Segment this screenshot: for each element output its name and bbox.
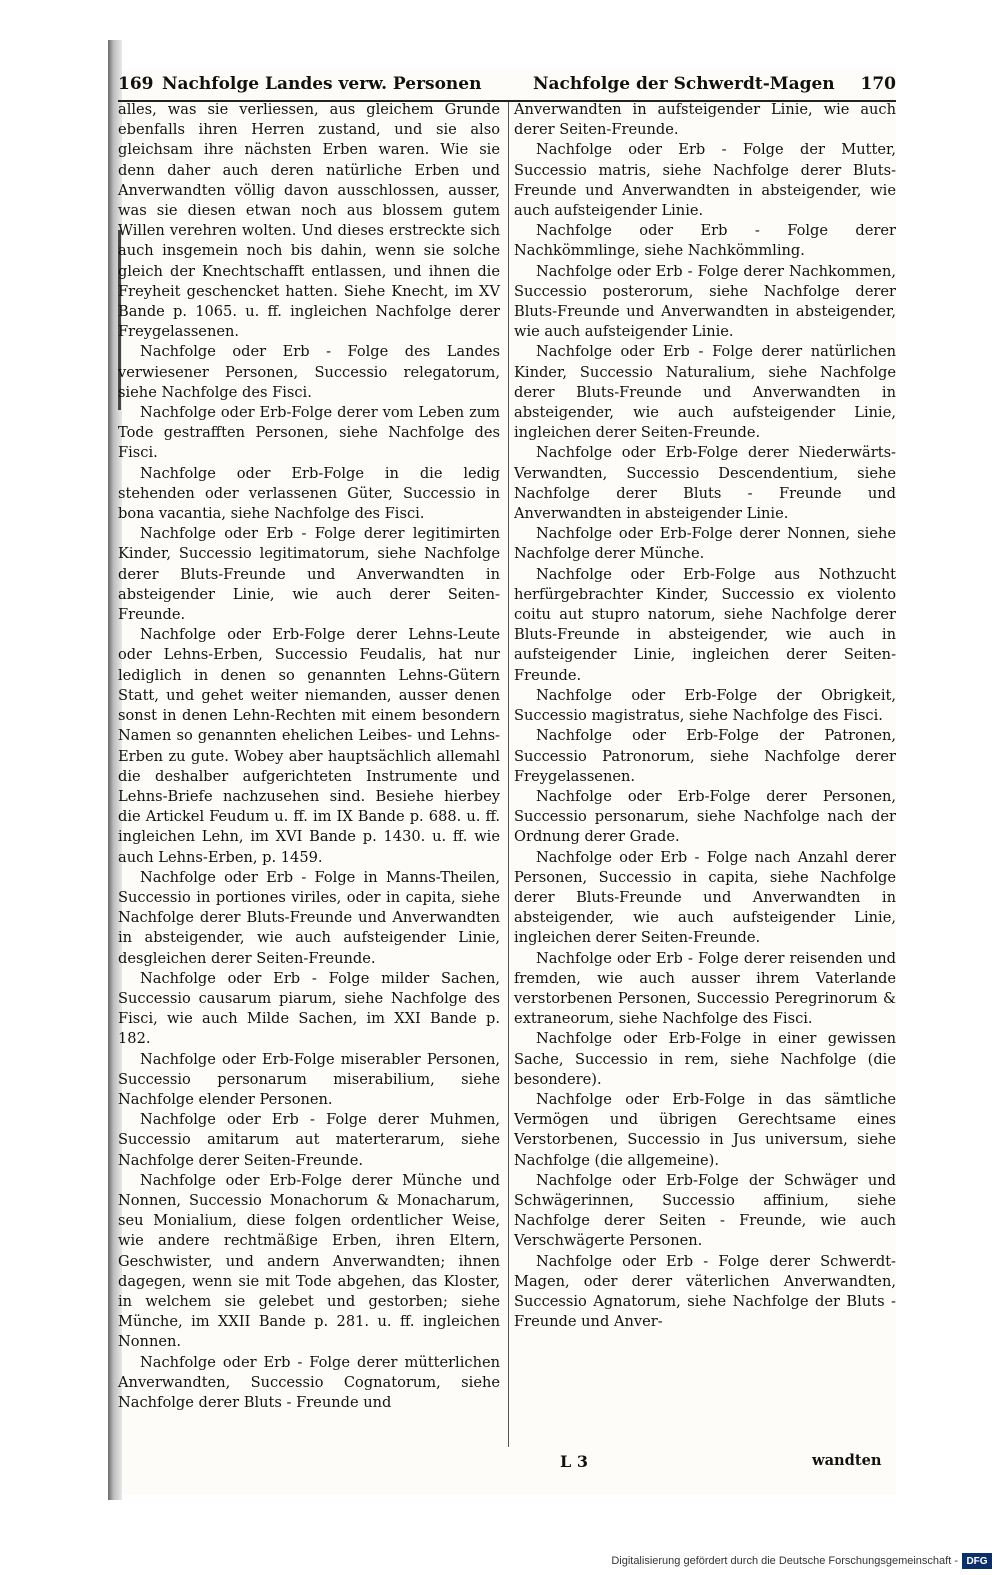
entry-paragraph: Nachfolge oder Erb - Folge in Manns-Theilen, Successio in portiones viriles, oder in capita, siehe Nachfolge derer Bluts-Freunde und Anverwandten in absteigender, wie auch aufsteigender Linie, desgleichen derer Seiten-Freunde. (118, 868, 500, 967)
entry-paragraph: Nachfolge oder Erb-Folge der Schwäger und Schwägerinnen, Successio affinium, siehe Nachfolge derer Seiten - Freunde, wie auch Verschwägerte Personen. (514, 1171, 896, 1250)
entry-paragraph: Nachfolge oder Erb - Folge derer Muhmen, Successio amitarum aut materterarum, siehe Nachfolge derer Seiten-Freunde. (118, 1111, 500, 1169)
entry-paragraph: Nachfolge oder Erb - Folge derer natürlichen Kinder, Successio Naturalium, siehe Nachfolge derer Bluts-Freunde und Anverwandten in absteigender, wie auch aufsteigender Linie, ingleichen derer Seiten-Freunde. (514, 343, 896, 442)
entry-paragraph: Nachfolge oder Erb - Folge derer mütterlichen Anverwandten, Successio Cognatorum, siehe Nachfolge derer Bluts - Freunde und (118, 1353, 500, 1411)
entry-paragraph: Nachfolge oder Erb - Folge der Mutter, Successio matris, siehe Nachfolge derer Bluts-Freunde und Anverwandten in absteigender, wie auch aufsteigender Linie. (514, 141, 896, 220)
column-divider (508, 102, 509, 1447)
entry-paragraph: Nachfolge oder Erb-Folge in die ledig stehenden oder verlassenen Güter, Successio in bona vacantia, siehe Nachfolge des Fisci. (118, 464, 500, 523)
entry-paragraph: Nachfolge oder Erb-Folge derer Nonnen, siehe Nachfolge derer Münche. (514, 525, 896, 563)
right-column (514, 100, 896, 1332)
entry-paragraph: Nachfolge oder Erb - Folge nach Anzahl derer Personen, Successio in capita, siehe Nachfolge derer Bluts-Freunde und Anverwandten in absteigender, wie auch aufsteigender Linie, ingleichen derer Seiten-Freunde. (514, 848, 896, 947)
entry-paragraph: Nachfolge oder Erb - Folge derer legitimirten Kinder, Successio legitimatorum, siehe Nachfolge derer Bluts-Freunde und Anverwandten in absteigender Linie, wie auch derer Seiten-Freunde. (118, 525, 500, 624)
entry-paragraph: Nachfolge oder Erb-Folge in einer gewissen Sache, Successio in rem, siehe Nachfolge (die besondere). (514, 1030, 896, 1088)
entry-paragraph: Nachfolge oder Erb-Folge derer Lehns-Leute oder Lehns-Erben, Successio Feudalis, hat nur lediglich in denen so genannten Lehns-Gütern Statt, und gehet weiter niemanden, ausser denen sonst in denen Lehn-Rechten mit einem besondern Namen so genannten ehelichen Leibes- und Lehns-Erben zu gute. Wobey aber hauptsächlich allemahl die deshalber aufgerichteten Instrumente und Lehns-Briefe nachzusehen sind. Besiehe hierbey die Artickel Feudum u. ff. im IX Bande p. 688. u. ff. ingleichen Lehn, im XVI Bande p. 1430. u. ff. wie auch Lehns-Erben, p. 1459. (118, 626, 500, 866)
entry-paragraph: Nachfolge oder Erb - Folge derer reisenden und fremden, wie auch ausser ihrem Vaterlande verstorbenen Personen, Successio Peregrinorum & extraneorum, siehe Nachfolge des Fisci. (514, 949, 896, 1028)
entry-paragraph: Nachfolge oder Erb-Folge der Obrigkeit, Successio magistratus, siehe Nachfolge des Fisci. (514, 686, 896, 725)
entry-paragraph: Nachfolge oder Erb-Folge der Patronen, Successio Patronorum, siehe Nachfolge derer Freygelassenen. (514, 727, 896, 785)
signature-mark: L 3 (560, 1452, 588, 1471)
running-title-right: Nachfolge der Schwerdt-Magen (533, 74, 835, 94)
entry-paragraph: Nachfolge oder Erb-Folge in das sämtliche Vermögen und übrigen Gerechtsame eines Verstorbenen, Successio in Jus universum, siehe Nachfolge (die allgemeine). (514, 1090, 896, 1169)
entry-paragraph: Nachfolge oder Erb - Folge milder Sachen, Successio causarum piarum, siehe Nachfolge des Fisci, wie auch Milde Sachen, im XXI Bande p. 182. (118, 969, 500, 1048)
running-header (118, 74, 896, 102)
entry-paragraph: Nachfolge oder Erb-Folge miserabler Personen, Successio personarum miserabilium, siehe Nachfolge elender Personen. (118, 1050, 500, 1108)
left-column (118, 100, 500, 1413)
credit-text: Digitalisierung gefördert durch die Deutsche Forschungsgemeinschaft - (611, 1555, 958, 1567)
entry-paragraph: Nachfolge oder Erb-Folge derer vom Leben zum Tode gestrafften Personen, siehe Nachfolge des Fisci. (118, 404, 500, 462)
running-title-left: Nachfolge Landes verw. Personen (162, 74, 482, 94)
entry-paragraph: alles, was sie verliessen, aus gleichem Grunde ebenfalls ihren Herren zustand, und sie also gleichsam ihre nächsten Erben waren. Wie sie denn daher auch deren natürliche Erben und Anverwandten völlig davon ausschlossen, ausser, was sie diesen etwan noch aus blossem gutem Willen verehren wolten. Und dieses erstreckte sich auch insgemein noch bis dahin, wenn sie solche gleich der Knechtschafft entlassen, und ihnen die Freyheit geschencket hatten. Siehe Knecht, im XV Bande p. 1065. u. ff. ingleichen Nachfolge derer Freygelassenen. (118, 101, 500, 341)
entry-paragraph: Nachfolge oder Erb - Folge derer Nachkommen, Successio posterorum, siehe Nachfolge derer Bluts-Freunde und Anverwandten in absteigender, wie auch aufsteigender Linie. (514, 262, 896, 341)
catchword: wandten (812, 1452, 882, 1469)
page-number-right: 170 (860, 74, 896, 94)
digitization-credit (611, 1551, 992, 1571)
entry-paragraph: Nachfolge oder Erb-Folge aus Nothzucht herfürgebrachter Kinder, Successio ex violento coitu aut stupro natorum, siehe Nachfolge derer Bluts-Freunde in absteigender, wie auch in aufsteigender Linie, ingleichen derer Seiten-Freunde. (514, 565, 896, 684)
dfg-logo: DFG (962, 1553, 992, 1569)
entry-paragraph: Anverwandten in aufsteigender Linie, wie auch derer Seiten-Freunde. (514, 101, 896, 139)
entry-paragraph: Nachfolge oder Erb - Folge des Landes verwiesener Personen, Successio relegatorum, siehe Nachfolge des Fisci. (118, 343, 500, 401)
entry-paragraph: Nachfolge oder Erb-Folge derer Münche und Nonnen, Successio Monachorum & Monacharum, seu Monialium, diese folgen ordentlicher Weise, wie andere rechtmäßige Erben, ihren Eltern, Geschwister, und andern Anverwandten; ihnen dagegen, wenn sie mit Tode abgehen, das Kloster, in welchem sie gelebet und gestorben; siehe Münche, im XXII Bande p. 281. u. ff. ingleichen Nonnen. (118, 1171, 500, 1351)
entry-paragraph: Nachfolge oder Erb - Folge derer Schwerdt-Magen, oder derer väterlichen Anverwandten, Successio Agnatorum, siehe Nachfolge der Bluts - Freunde und Anver- (514, 1252, 896, 1331)
entry-paragraph: Nachfolge oder Erb - Folge derer Nachkömmlinge, siehe Nachkömmling. (514, 222, 896, 260)
page-number-left: 169 (118, 74, 154, 94)
entry-paragraph: Nachfolge oder Erb-Folge derer Personen, Successio personarum, siehe Nachfolge nach der Ordnung derer Grade. (514, 787, 896, 846)
entry-paragraph: Nachfolge oder Erb-Folge derer Niederwärts-Verwandten, Successio Descendentium, siehe Nachfolge derer Bluts - Freunde und Anverwandten in absteigender Linie. (514, 444, 896, 523)
